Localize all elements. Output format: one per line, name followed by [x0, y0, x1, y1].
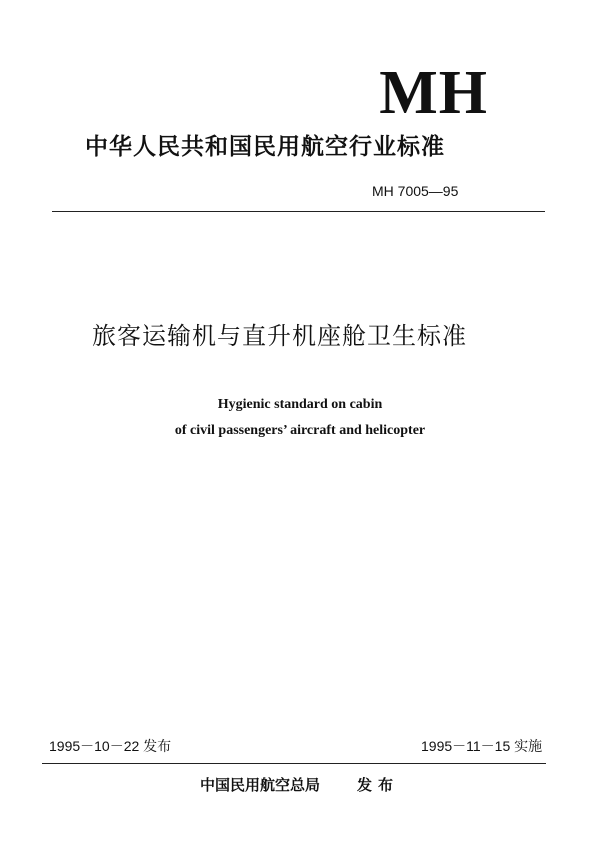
implementation-date: 1995－11－15 实施 — [421, 738, 543, 754]
issue-date: 1995－10－22 发布 — [49, 738, 172, 754]
issuing-authority: 中国民用航空总局 — [200, 776, 321, 794]
organization-title: 中华人民共和国民用航空行业标准 — [85, 134, 445, 160]
top-divider — [52, 211, 545, 212]
publish-label: 发布 — [357, 776, 400, 794]
document-title-english-line-1: Hygienic standard on cabin — [217, 397, 383, 412]
document-title-chinese: 旅客运输机与直升机座舱卫生标准 — [92, 322, 467, 350]
standard-number: MH 7005—95 — [372, 183, 459, 199]
document-title-english-line-2: of civil passengers’ aircraft and helicopter — [174, 423, 426, 438]
bottom-divider — [42, 763, 546, 764]
mh-logo: MH — [379, 59, 488, 127]
